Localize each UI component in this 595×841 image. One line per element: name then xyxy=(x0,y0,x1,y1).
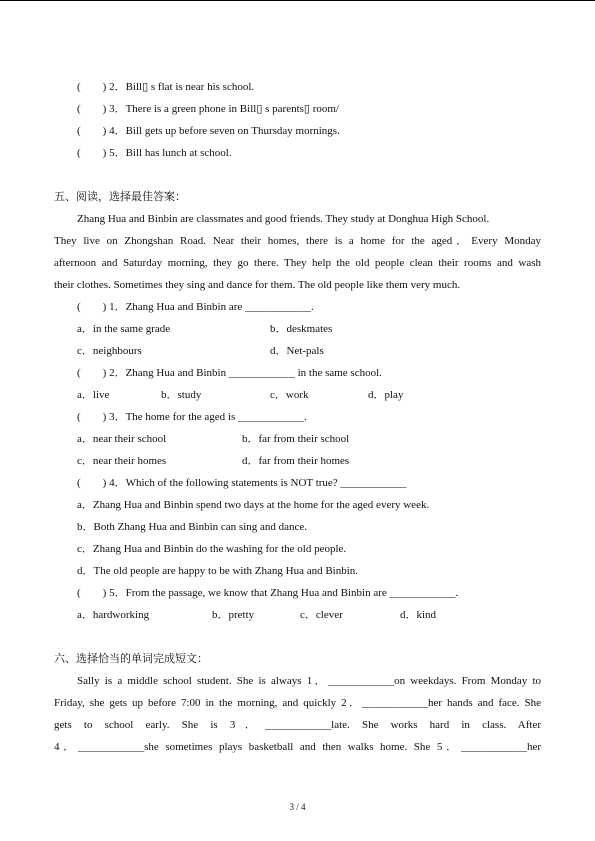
option-4b: b．Both Zhang Hua and Binbin can sing and dance. xyxy=(77,521,308,533)
tf-item-5: ( ) 5．Bill has lunch at school. xyxy=(77,147,232,159)
section6-passage-line: gets to school early. She is 3．____________late. She works hard in class. After xyxy=(54,719,541,731)
option-5b: b．pretty xyxy=(212,609,255,621)
option-4a: a．Zhang Hua and Binbin spend two days at the home for the aged every week. xyxy=(77,499,430,511)
option-5a: a．hardworking xyxy=(77,609,150,621)
option-3d: d．far from their homes xyxy=(242,455,350,467)
tf-item-3: ( ) 3．There is a green phone in Bill▯ s parents▯ room/ xyxy=(77,103,339,115)
option-4d: d．The old people are happy to be with Zhang Hua and Binbin. xyxy=(77,565,359,577)
option-1d: d．Net-pals xyxy=(270,345,324,357)
option-3b: b．far from their school xyxy=(242,433,350,445)
option-5c: c．clever xyxy=(300,609,343,621)
option-2b: b．study xyxy=(161,389,202,401)
option-4c: c．Zhang Hua and Binbin do the washing for the old people. xyxy=(77,543,347,555)
section6-passage-line: 4．____________she sometimes plays basketball and then walks home. She 5．____________her xyxy=(54,741,541,753)
option-3a: a．near their school xyxy=(77,433,167,445)
tf-item-4: ( ) 4．Bill gets up before seven on Thursday mornings. xyxy=(77,125,340,137)
option-2a: a．live xyxy=(77,389,110,401)
option-3c: c．near their homes xyxy=(77,455,167,467)
option-5d: d．kind xyxy=(400,609,437,621)
section5-passage-line: They live on Zhongshan Road. Near their homes, there is a home for the aged．Every Monday xyxy=(54,235,541,247)
page-number: 3 / 4 xyxy=(289,802,306,812)
question-2: ( ) 2．Zhang Hua and Binbin ____________ in the same school. xyxy=(77,367,382,379)
option-1a: a．in the same grade xyxy=(77,323,171,335)
question-4: ( ) 4．Which of the following statements is NOT true? ____________ xyxy=(77,477,407,489)
section5-passage-line: afternoon and Saturday morning, they go there. They help the old people clean their rooms and wash xyxy=(54,257,541,269)
option-2c: c．work xyxy=(270,389,309,401)
question-3: ( ) 3．The home for the aged is ____________. xyxy=(77,411,307,423)
section6-heading: 六、选择恰当的单词完成短文： xyxy=(54,653,208,665)
top-rule xyxy=(0,0,595,1)
section5-heading: 五、阅读，选择最佳答案： xyxy=(54,191,186,203)
section5-passage-line: Zhang Hua and Binbin are classmates and good friends. They study at Donghua High School. xyxy=(77,213,490,225)
section6-passage-line: Sally is a middle school student. She is always 1．____________on weekdays. From Monday to xyxy=(77,675,541,687)
option-1c: c．neighbours xyxy=(77,345,142,357)
section6-passage-line: Friday, she gets up before 7:00 in the morning, and quickly 2．____________her hands and face. She xyxy=(54,697,541,709)
option-2d: d．play xyxy=(368,389,404,401)
question-5: ( ) 5．From the passage, we know that Zhang Hua and Binbin are ____________. xyxy=(77,587,459,599)
tf-item-2: ( ) 2．Bill▯ s flat is near his school. xyxy=(77,81,255,93)
section5-passage-line: their clothes. Sometimes they sing and dance for them. The old people like them very much. xyxy=(54,279,461,291)
option-1b: b．deskmates xyxy=(270,323,333,335)
question-1: ( ) 1．Zhang Hua and Binbin are ____________. xyxy=(77,301,314,313)
